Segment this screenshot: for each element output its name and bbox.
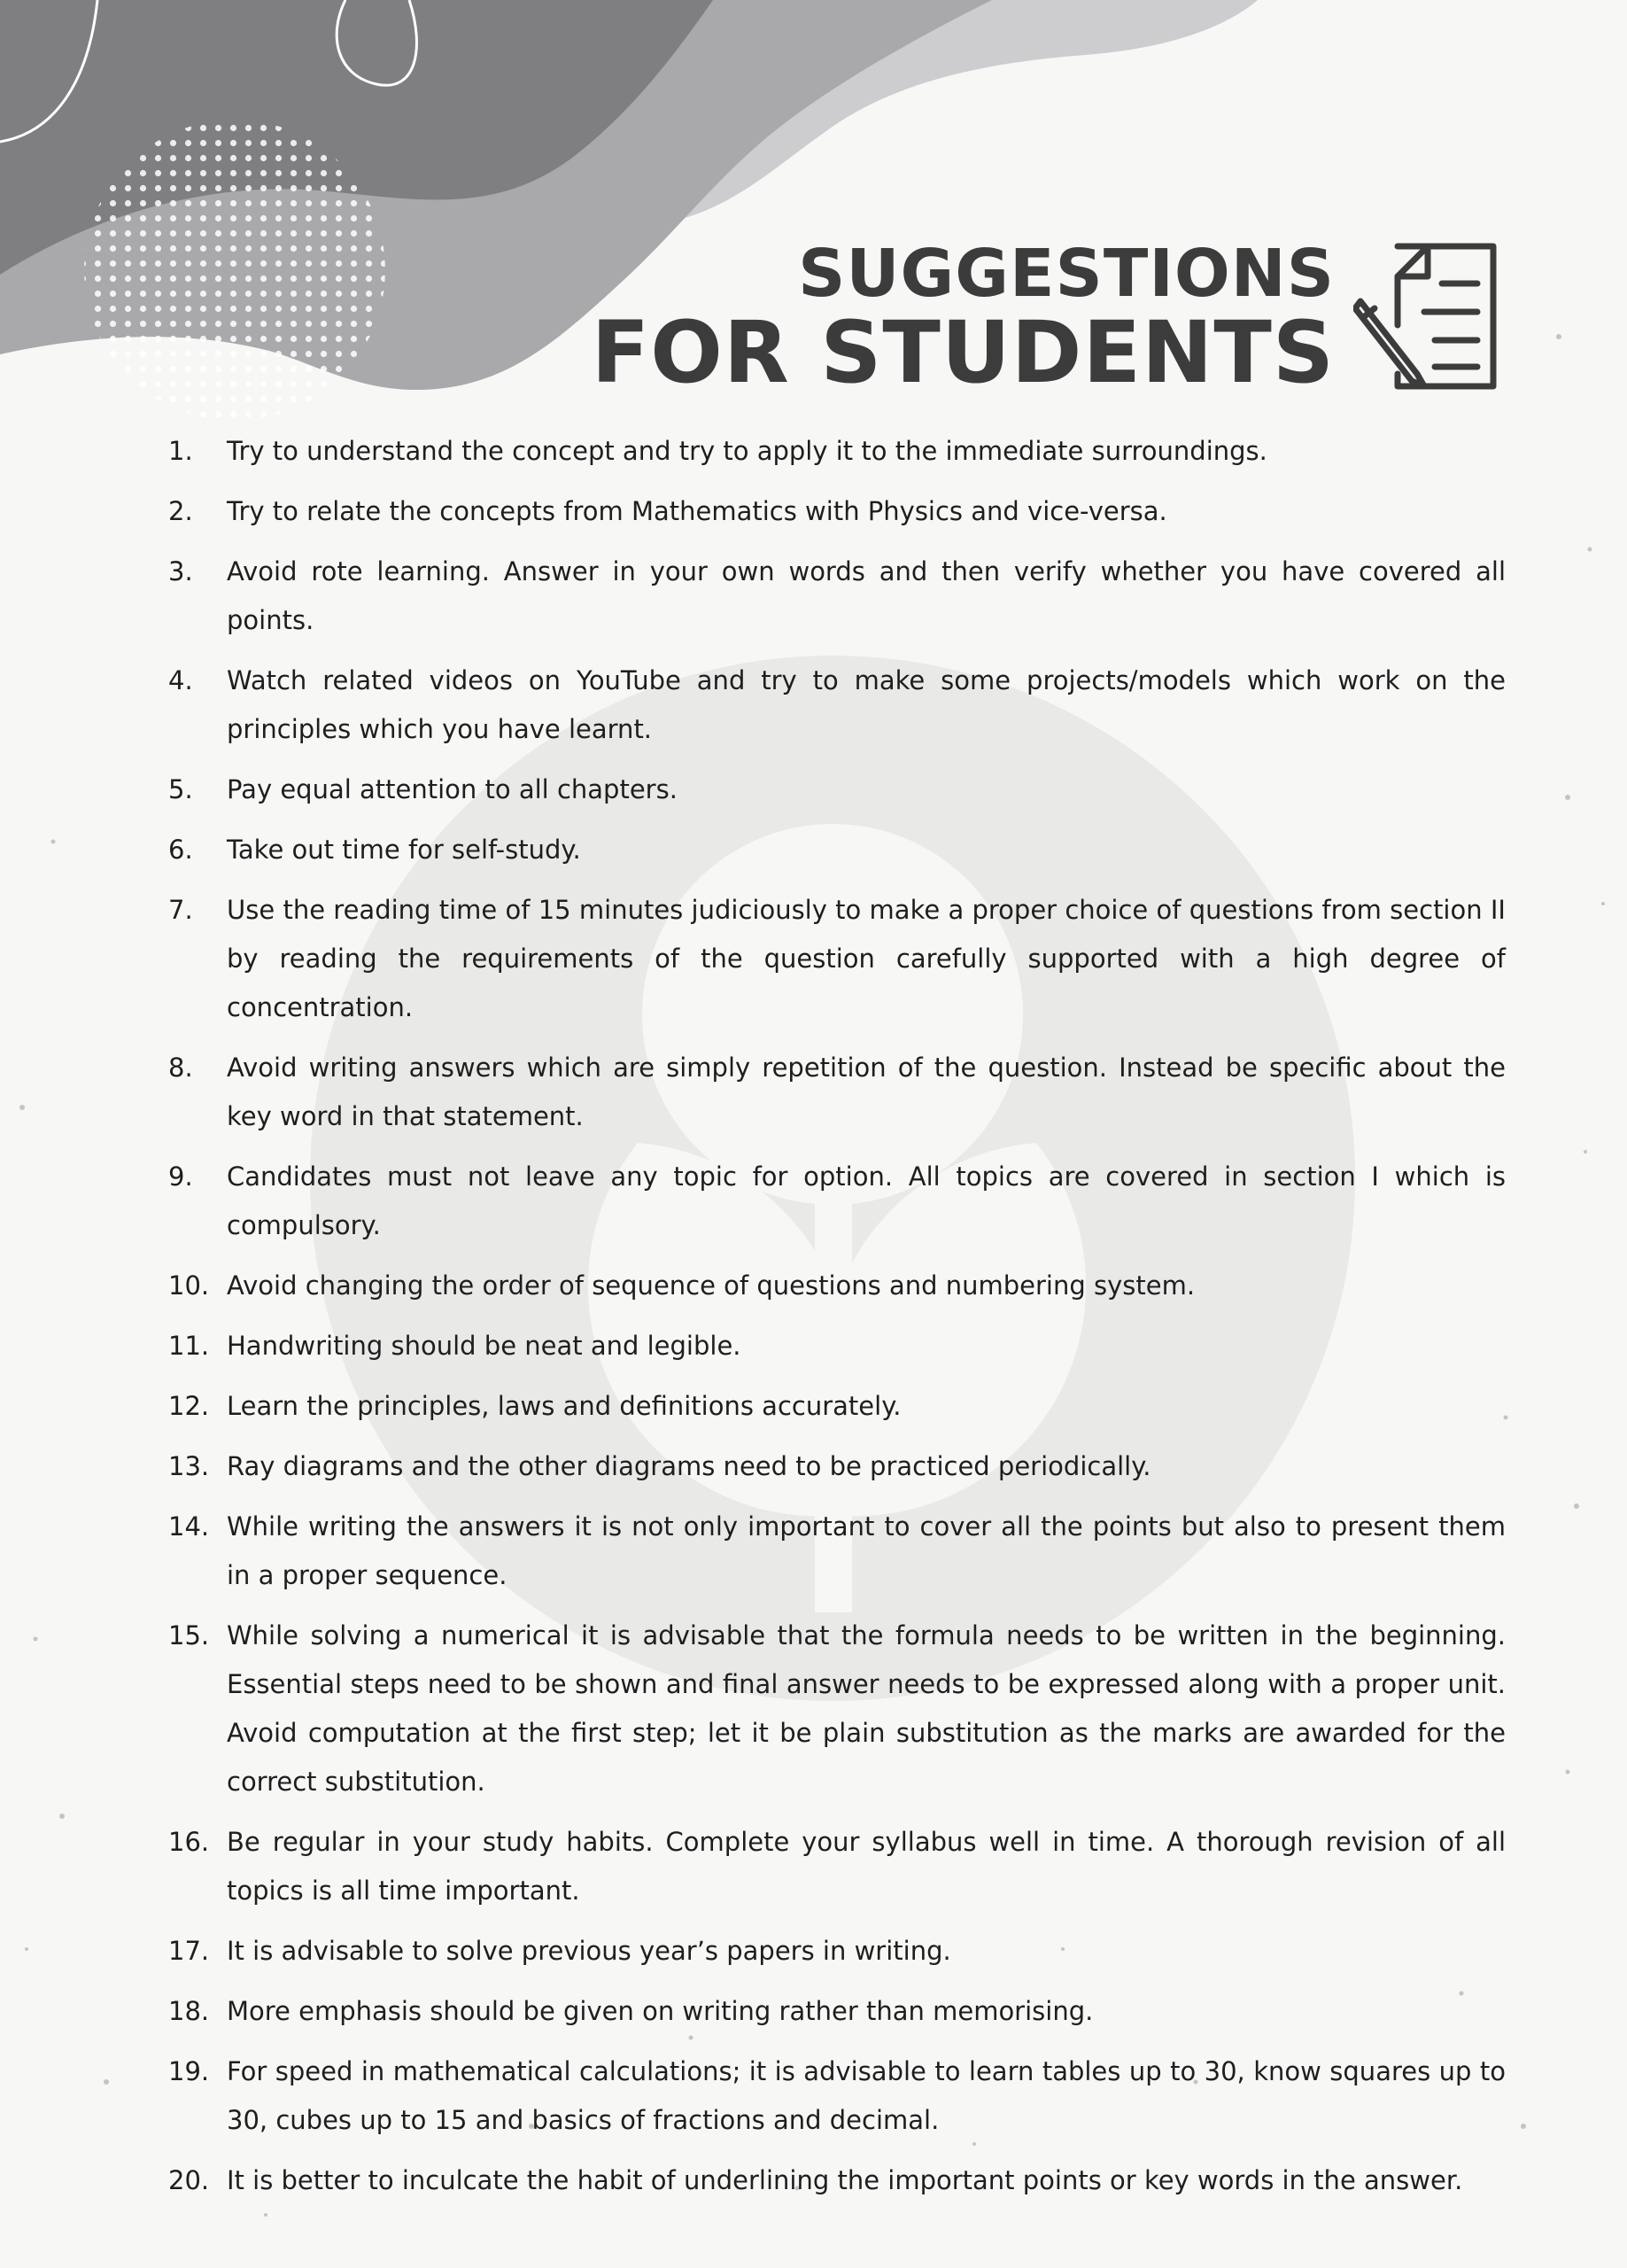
suggestion-text: While writing the answers it is not only important to cover all the points but also to present them in a proper sequence. — [227, 1511, 1506, 1590]
suggestion-text: Handwriting should be neat and legible. — [227, 1331, 741, 1361]
suggestion-number: 4. — [168, 665, 193, 695]
suggestion-text: Pay equal attention to all chapters. — [227, 774, 678, 804]
suggestion-text: Avoid rote learning. Answer in your own words and then verify whether you have covered all points. — [227, 556, 1506, 635]
suggestion-text: Try to relate the concepts from Mathematics with Physics and vice-versa. — [227, 496, 1167, 526]
document-pencil-icon — [1353, 241, 1502, 393]
suggestion-item — [168, 548, 1506, 645]
suggestion-item — [168, 1612, 1506, 1806]
suggestion-item — [168, 427, 1506, 476]
suggestion-text: Avoid changing the order of sequence of questions and numbering system. — [227, 1270, 1196, 1301]
page-heading — [591, 236, 1335, 402]
suggestion-number: 9. — [168, 1161, 193, 1192]
suggestion-item — [168, 1262, 1506, 1310]
suggestion-text: It is better to inculcate the habit of underlining the important points or key words in the answer. — [227, 2165, 1463, 2195]
suggestion-item — [168, 886, 1506, 1032]
suggestion-number: 3. — [168, 556, 193, 586]
suggestion-item — [168, 2156, 1506, 2205]
suggestion-text: Try to understand the concept and try to apply it to the immediate surroundings. — [227, 436, 1267, 466]
suggestion-text: Take out time for self-study. — [227, 835, 581, 865]
suggestion-number: 7. — [168, 895, 193, 925]
suggestion-number: 8. — [168, 1052, 193, 1083]
suggestion-item — [168, 1153, 1506, 1250]
suggestion-item — [168, 1442, 1506, 1491]
suggestion-number: 19. — [168, 2056, 210, 2086]
suggestion-text: Use the reading time of 15 minutes judiciously to make a proper choice of questions from section II by reading the requirements of the question carefully supported with a high degree of concentration. — [227, 895, 1506, 1022]
suggestion-list — [168, 427, 1506, 2217]
suggestion-text: Be regular in your study habits. Complete your syllabus well in time. A thorough revision of all topics is all time important. — [227, 1827, 1506, 1906]
suggestion-number: 11. — [168, 1331, 210, 1361]
suggestion-item — [168, 656, 1506, 754]
suggestion-item — [168, 1382, 1506, 1431]
suggestion-item — [168, 1927, 1506, 1976]
suggestion-number: 17. — [168, 1936, 210, 1966]
suggestion-text: Candidates must not leave any topic for option. All topics are covered in section I which is compulsory. — [227, 1161, 1506, 1240]
suggestion-number: 2. — [168, 496, 193, 526]
suggestion-number: 20. — [168, 2165, 210, 2195]
suggestion-text: It is advisable to solve previous year’s papers in writing. — [227, 1936, 951, 1966]
suggestion-item — [168, 765, 1506, 814]
suggestion-item — [168, 1987, 1506, 2036]
heading-line-2: FOR STUDENTS — [591, 303, 1335, 402]
suggestion-number: 10. — [168, 1270, 210, 1301]
suggestion-number: 5. — [168, 774, 193, 804]
suggestion-number: 6. — [168, 835, 193, 865]
suggestion-text: Learn the principles, laws and definitions accurately. — [227, 1391, 902, 1421]
halftone-dot-circle — [84, 120, 385, 421]
suggestion-number: 12. — [168, 1391, 210, 1421]
suggestion-item — [168, 826, 1506, 874]
suggestion-text: Avoid writing answers which are simply repetition of the question. Instead be specific about the key word in that statement. — [227, 1052, 1506, 1131]
suggestion-item — [168, 1322, 1506, 1371]
suggestion-text: More emphasis should be given on writing rather than memorising. — [227, 1996, 1094, 2026]
suggestion-number: 14. — [168, 1511, 210, 1542]
suggestion-item — [168, 1818, 1506, 1915]
suggestion-text: Watch related videos on YouTube and try to make some projects/models which work on the principles which you have learnt. — [227, 665, 1506, 744]
suggestion-text: For speed in mathematical calculations; it is advisable to learn tables up to 30, know squares up to 30, cubes up to 15 and basics of fractions and decimal. — [227, 2056, 1506, 2135]
suggestion-number: 18. — [168, 1996, 210, 2026]
heading-line-1: SUGGESTIONS — [798, 236, 1335, 312]
suggestion-number: 16. — [168, 1827, 210, 1857]
suggestion-number: 1. — [168, 436, 193, 466]
suggestion-item — [168, 487, 1506, 536]
suggestion-item — [168, 2047, 1506, 2145]
suggestion-item — [168, 1044, 1506, 1141]
suggestion-number: 13. — [168, 1451, 210, 1481]
suggestion-text: Ray diagrams and the other diagrams need to be practiced periodically. — [227, 1451, 1151, 1481]
suggestion-item — [168, 1503, 1506, 1600]
suggestion-number: 15. — [168, 1620, 210, 1651]
suggestion-text: While solving a numerical it is advisable that the formula needs to be written in the beginning. Essential steps need to be shown and final answer needs to be expressed along with a proper unit. Avoid computation at the first step; let it be plain substitution as the marks are awarded for the correct substitution. — [227, 1620, 1506, 1797]
